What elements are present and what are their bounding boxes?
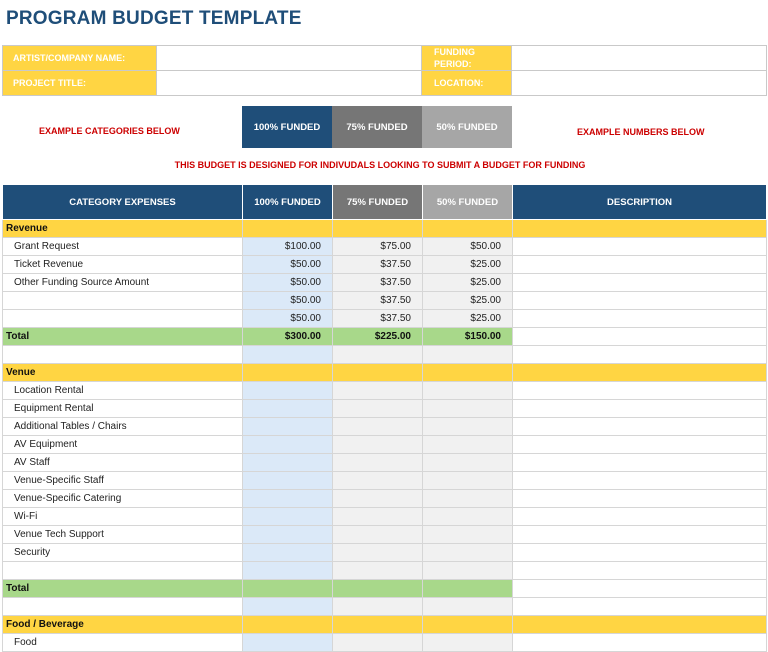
- description-cell[interactable]: [513, 634, 767, 652]
- funded-75-cell[interactable]: [333, 490, 423, 508]
- funded-50-cell[interactable]: $25.00: [423, 256, 513, 274]
- funded-50-cell[interactable]: $25.00: [423, 274, 513, 292]
- section-cell: [333, 616, 423, 634]
- table-row: [3, 274, 767, 292]
- project-title-label: PROJECT TITLE:: [3, 71, 157, 96]
- funded-75-cell[interactable]: [333, 454, 423, 472]
- artist-label: ARTIST/COMPANY NAME:: [3, 46, 157, 71]
- funded-100-cell[interactable]: [243, 472, 333, 490]
- table-row: [3, 418, 767, 436]
- legend-75-funded: 75% FUNDED: [332, 106, 422, 148]
- funded-100-cell[interactable]: [243, 436, 333, 454]
- location-label: LOCATION:: [422, 71, 512, 96]
- funded-75-cell[interactable]: $37.50: [333, 292, 423, 310]
- section-row-food: [3, 616, 767, 634]
- section-label: Revenue: [3, 220, 243, 238]
- description-cell[interactable]: [513, 472, 767, 490]
- funded-50-cell[interactable]: [423, 472, 513, 490]
- description-cell[interactable]: [513, 490, 767, 508]
- category-cell[interactable]: [3, 310, 243, 328]
- description-cell[interactable]: [513, 310, 767, 328]
- table-header-row: [3, 185, 767, 220]
- spacer-row: [3, 346, 767, 364]
- funded-75-cell[interactable]: [333, 436, 423, 454]
- funded-75-cell[interactable]: [333, 400, 423, 418]
- description-cell[interactable]: [513, 436, 767, 454]
- description-cell[interactable]: [513, 454, 767, 472]
- info-row-1: [3, 46, 767, 71]
- funding-period-label: FUNDING PERIOD:: [422, 46, 512, 71]
- col-header-category: CATEGORY EXPENSES: [3, 185, 243, 220]
- category-cell[interactable]: Equipment Rental: [3, 400, 243, 418]
- category-cell[interactable]: Venue-Specific Staff: [3, 472, 243, 490]
- category-cell[interactable]: Other Funding Source Amount: [3, 274, 243, 292]
- example-categories-note: EXAMPLE CATEGORIES BELOW: [39, 126, 180, 136]
- table-row: [3, 454, 767, 472]
- funded-50-cell[interactable]: [423, 526, 513, 544]
- category-cell[interactable]: [3, 598, 243, 616]
- table-row: [3, 472, 767, 490]
- section-cell: [423, 220, 513, 238]
- funded-75-cell[interactable]: [333, 526, 423, 544]
- funded-75-cell[interactable]: [333, 598, 423, 616]
- table-row: [3, 490, 767, 508]
- legend-50-funded: 50% FUNDED: [422, 106, 512, 148]
- section-label: Food / Beverage: [3, 616, 243, 634]
- description-cell[interactable]: [513, 328, 767, 346]
- funded-100-cell[interactable]: [243, 400, 333, 418]
- funded-75-cell[interactable]: $37.50: [333, 274, 423, 292]
- description-cell[interactable]: [513, 526, 767, 544]
- funded-100-cell[interactable]: [243, 598, 333, 616]
- funded-75-cell[interactable]: $37.50: [333, 310, 423, 328]
- col-header-description: DESCRIPTION: [513, 185, 767, 220]
- funded-100-cell[interactable]: [243, 454, 333, 472]
- description-cell[interactable]: [513, 382, 767, 400]
- section-cell: [243, 616, 333, 634]
- section-cell: [333, 364, 423, 382]
- table-row: [3, 562, 767, 580]
- spacer-row: [3, 598, 767, 616]
- table-row: [3, 526, 767, 544]
- section-row-venue: [3, 364, 767, 382]
- description-cell[interactable]: [513, 346, 767, 364]
- budget-table: [2, 184, 767, 652]
- table-row: [3, 238, 767, 256]
- funded-50-cell[interactable]: [423, 562, 513, 580]
- total-label: Total: [3, 580, 243, 598]
- project-title-field[interactable]: [157, 71, 422, 96]
- funded-100-cell[interactable]: [243, 418, 333, 436]
- table-row: [3, 508, 767, 526]
- table-row: [3, 400, 767, 418]
- description-cell[interactable]: [513, 580, 767, 598]
- description-cell[interactable]: [513, 274, 767, 292]
- section-cell: [243, 220, 333, 238]
- section-cell: [423, 616, 513, 634]
- description-cell[interactable]: [513, 292, 767, 310]
- legend-100-funded: 100% FUNDED: [242, 106, 332, 148]
- funded-50-cell[interactable]: [423, 634, 513, 652]
- category-cell[interactable]: Grant Request: [3, 238, 243, 256]
- funded-50-cell[interactable]: $25.00: [423, 310, 513, 328]
- funded-100-cell[interactable]: [243, 634, 333, 652]
- description-cell[interactable]: [513, 400, 767, 418]
- table-row: [3, 544, 767, 562]
- location-field[interactable]: [512, 71, 767, 96]
- description-cell[interactable]: [513, 238, 767, 256]
- section-cell: [513, 364, 767, 382]
- funded-100-cell[interactable]: $50.00: [243, 292, 333, 310]
- funded-75-cell[interactable]: [333, 382, 423, 400]
- description-cell[interactable]: [513, 256, 767, 274]
- category-cell[interactable]: AV Staff: [3, 454, 243, 472]
- funded-100-cell[interactable]: [243, 490, 333, 508]
- funded-75-cell[interactable]: $75.00: [333, 238, 423, 256]
- funded-50-cell[interactable]: [423, 508, 513, 526]
- category-cell[interactable]: Venue Tech Support: [3, 526, 243, 544]
- funded-50-cell[interactable]: $50.00: [423, 238, 513, 256]
- funded-100-cell[interactable]: [243, 508, 333, 526]
- example-numbers-note: EXAMPLE NUMBERS BELOW: [577, 127, 705, 137]
- section-cell: [333, 220, 423, 238]
- table-row: [3, 634, 767, 652]
- funded-50-cell[interactable]: [423, 454, 513, 472]
- funded-50-cell[interactable]: $25.00: [423, 292, 513, 310]
- funded-50-cell[interactable]: [423, 436, 513, 454]
- funded-100-cell[interactable]: $50.00: [243, 274, 333, 292]
- funded-75-cell[interactable]: [333, 472, 423, 490]
- page-title: PROGRAM BUDGET TEMPLATE: [6, 8, 302, 29]
- funded-100-cell[interactable]: $50.00: [243, 256, 333, 274]
- category-cell[interactable]: AV Equipment: [3, 436, 243, 454]
- col-header-100: 100% FUNDED: [243, 185, 333, 220]
- section-cell: [513, 616, 767, 634]
- table-row: [3, 256, 767, 274]
- table-row: [3, 436, 767, 454]
- funded-100-cell[interactable]: [243, 526, 333, 544]
- funded-75-cell[interactable]: [333, 634, 423, 652]
- funded-75-cell[interactable]: [333, 508, 423, 526]
- funded-100-cell[interactable]: [243, 562, 333, 580]
- funded-100-cell[interactable]: [243, 382, 333, 400]
- budget-purpose-note: THIS BUDGET IS DESIGNED FOR INDIVUDALS LOOKING TO SUBMIT A BUDGET FOR FUNDING: [174, 160, 586, 170]
- description-cell[interactable]: [513, 418, 767, 436]
- col-header-75: 75% FUNDED: [333, 185, 423, 220]
- category-cell[interactable]: Wi-Fi: [3, 508, 243, 526]
- table-row: [3, 310, 767, 328]
- total-75-cell: $225.00: [333, 328, 423, 346]
- total-50-cell: [423, 580, 513, 598]
- funded-50-cell[interactable]: [423, 490, 513, 508]
- funded-75-cell[interactable]: [333, 346, 423, 364]
- category-cell[interactable]: Additional Tables / Chairs: [3, 418, 243, 436]
- section-row-revenue: [3, 220, 767, 238]
- funded-50-cell[interactable]: [423, 598, 513, 616]
- table-row: [3, 382, 767, 400]
- total-100-cell: $300.00: [243, 328, 333, 346]
- info-row-2: [3, 71, 767, 96]
- category-cell[interactable]: Security: [3, 544, 243, 562]
- funded-50-cell[interactable]: [423, 418, 513, 436]
- description-cell[interactable]: [513, 508, 767, 526]
- description-cell[interactable]: [513, 562, 767, 580]
- total-75-cell: [333, 580, 423, 598]
- funded-75-cell[interactable]: [333, 544, 423, 562]
- total-row-revenue: [3, 328, 767, 346]
- funded-50-cell[interactable]: [423, 400, 513, 418]
- category-cell[interactable]: [3, 292, 243, 310]
- table-row: [3, 292, 767, 310]
- project-info-table: [2, 45, 767, 96]
- description-cell[interactable]: [513, 598, 767, 616]
- section-cell: [243, 364, 333, 382]
- category-cell[interactable]: Venue-Specific Catering: [3, 490, 243, 508]
- funded-50-cell[interactable]: [423, 346, 513, 364]
- funded-75-cell[interactable]: $37.50: [333, 256, 423, 274]
- funded-75-cell[interactable]: [333, 418, 423, 436]
- funded-100-cell[interactable]: [243, 544, 333, 562]
- category-cell[interactable]: Location Rental: [3, 382, 243, 400]
- col-header-50: 50% FUNDED: [423, 185, 513, 220]
- category-cell[interactable]: [3, 346, 243, 364]
- category-cell[interactable]: [3, 562, 243, 580]
- description-cell[interactable]: [513, 544, 767, 562]
- artist-field[interactable]: [157, 46, 422, 71]
- funded-100-cell[interactable]: $50.00: [243, 310, 333, 328]
- funded-50-cell[interactable]: [423, 382, 513, 400]
- funded-100-cell[interactable]: [243, 346, 333, 364]
- funded-75-cell[interactable]: [333, 562, 423, 580]
- funding-period-field[interactable]: [512, 46, 767, 71]
- section-label: Venue: [3, 364, 243, 382]
- section-cell: [423, 364, 513, 382]
- total-label: Total: [3, 328, 243, 346]
- category-cell[interactable]: Food: [3, 634, 243, 652]
- section-cell: [513, 220, 767, 238]
- total-50-cell: $150.00: [423, 328, 513, 346]
- total-100-cell: [243, 580, 333, 598]
- funded-50-cell[interactable]: [423, 544, 513, 562]
- total-row-venue: [3, 580, 767, 598]
- category-cell[interactable]: Ticket Revenue: [3, 256, 243, 274]
- funded-100-cell[interactable]: $100.00: [243, 238, 333, 256]
